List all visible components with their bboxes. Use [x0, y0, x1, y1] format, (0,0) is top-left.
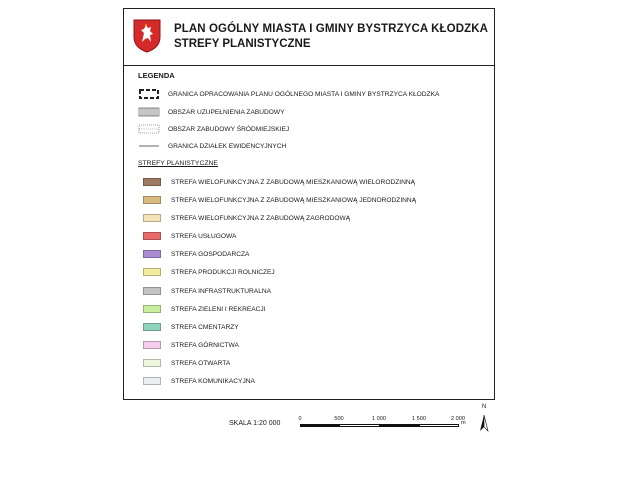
zone-label: STREFA CMENTARZY [171, 323, 239, 331]
scale-tick-label: 2 000 [451, 416, 465, 422]
north-arrow-icon [478, 406, 490, 432]
scale-bar-segment [379, 424, 420, 427]
zone-swatch [143, 214, 161, 222]
zone-label: STREFA USŁUGOWA [171, 232, 237, 240]
zone-swatch [143, 305, 161, 313]
zone-label: STREFA PRODUKCJI ROLNICZEJ [171, 268, 275, 276]
zone-item [143, 376, 483, 386]
scale-bar-segment [300, 424, 340, 427]
zone-swatch [143, 268, 161, 276]
zone-item [143, 267, 483, 277]
zone-label: STREFA GOSPODARCZA [171, 250, 250, 258]
zone-swatch [143, 323, 161, 331]
scale-tick-label: 1 500 [412, 416, 426, 422]
map-subtitle: STREFY PLANISTYCZNE [174, 38, 311, 50]
zone-label: STREFA KOMUNIKACYJNA [171, 377, 255, 385]
zone-item [143, 231, 483, 241]
legend-item-label: OBSZAR ZABUDOWY ŚRÓDMIEJSKIEJ [168, 125, 290, 133]
zone-item [143, 358, 483, 368]
dashed-boundary-symbol [138, 89, 160, 99]
zone-label: STREFA WIELOFUNKCYJNA Z ZABUDOWĄ MIESZKANIOWĄ WIELORODZINNĄ [171, 178, 415, 186]
zone-swatch [143, 196, 161, 204]
north-label: N [482, 404, 487, 410]
zone-item [143, 340, 483, 350]
zone-label: STREFA INFRASTRUKTURALNA [171, 287, 272, 295]
dotted-fill-symbol [138, 124, 160, 134]
zone-swatch [143, 232, 161, 240]
scale-tick-label: 0 [298, 416, 302, 422]
scale-tick-label: 500 [334, 416, 344, 422]
legend-item-downtown-area [138, 123, 488, 135]
scale-bar-segment [419, 424, 459, 427]
zone-item [143, 286, 483, 296]
legend-item-infill-area [138, 106, 488, 118]
zone-label: STREFA GÓRNICTWA [171, 341, 239, 349]
coat-of-arms-icon [133, 19, 161, 53]
zone-item [143, 177, 483, 187]
zone-item [143, 213, 483, 223]
map-title: PLAN OGÓLNY MIASTA I GMINY BYSTRZYCA KŁODZKA [174, 23, 489, 35]
title-block [124, 9, 494, 66]
zone-label: STREFA WIELOFUNKCYJNA Z ZABUDOWĄ MIESZKANIOWĄ JEDNORODZINNĄ [171, 196, 417, 204]
legend-heading: LEGENDA [138, 71, 175, 80]
zone-item [143, 249, 483, 259]
zone-item [143, 304, 483, 314]
zone-swatch [143, 341, 161, 349]
legend-item-label: OBSZAR UZUPEŁNIENIA ZABUDOWY [168, 108, 285, 116]
scale-tick-label: 1 000 [372, 416, 386, 422]
zone-label: STREFA ZIELENI I REKREACJI [171, 305, 266, 313]
scale-unit-label: m [461, 420, 466, 426]
zone-label: STREFA WIELOFUNKCYJNA Z ZABUDOWĄ ZAGRODOWĄ [171, 214, 351, 222]
thin-line-symbol [138, 141, 160, 151]
scale-bar-area [0, 400, 640, 440]
zone-item [143, 195, 483, 205]
zone-item [143, 322, 483, 332]
scale-label: SKALA 1:20 000 [229, 420, 281, 427]
vertical-hatch-symbol [138, 107, 160, 117]
scale-bar-segment [339, 424, 380, 427]
zone-swatch [143, 377, 161, 385]
map-legend-sheet [123, 8, 495, 400]
zone-swatch [143, 178, 161, 186]
zone-swatch [143, 287, 161, 295]
zone-swatch [143, 359, 161, 367]
legend-item-plan-boundary [138, 88, 488, 100]
zone-swatch [143, 250, 161, 258]
zone-label: STREFA OTWARTA [171, 359, 231, 367]
legend-item-label: GRANICA DZIAŁEK EWIDENCYJNYCH [168, 142, 287, 150]
zones-heading: STREFY PLANISTYCZNE [138, 160, 218, 167]
legend-item-label: GRANICA OPRACOWANIA PLANU OGÓLNEGO MIASTA I GMINY BYSTRZYCA KŁODZKA [168, 90, 440, 98]
legend-item-parcel-boundary [138, 140, 488, 152]
